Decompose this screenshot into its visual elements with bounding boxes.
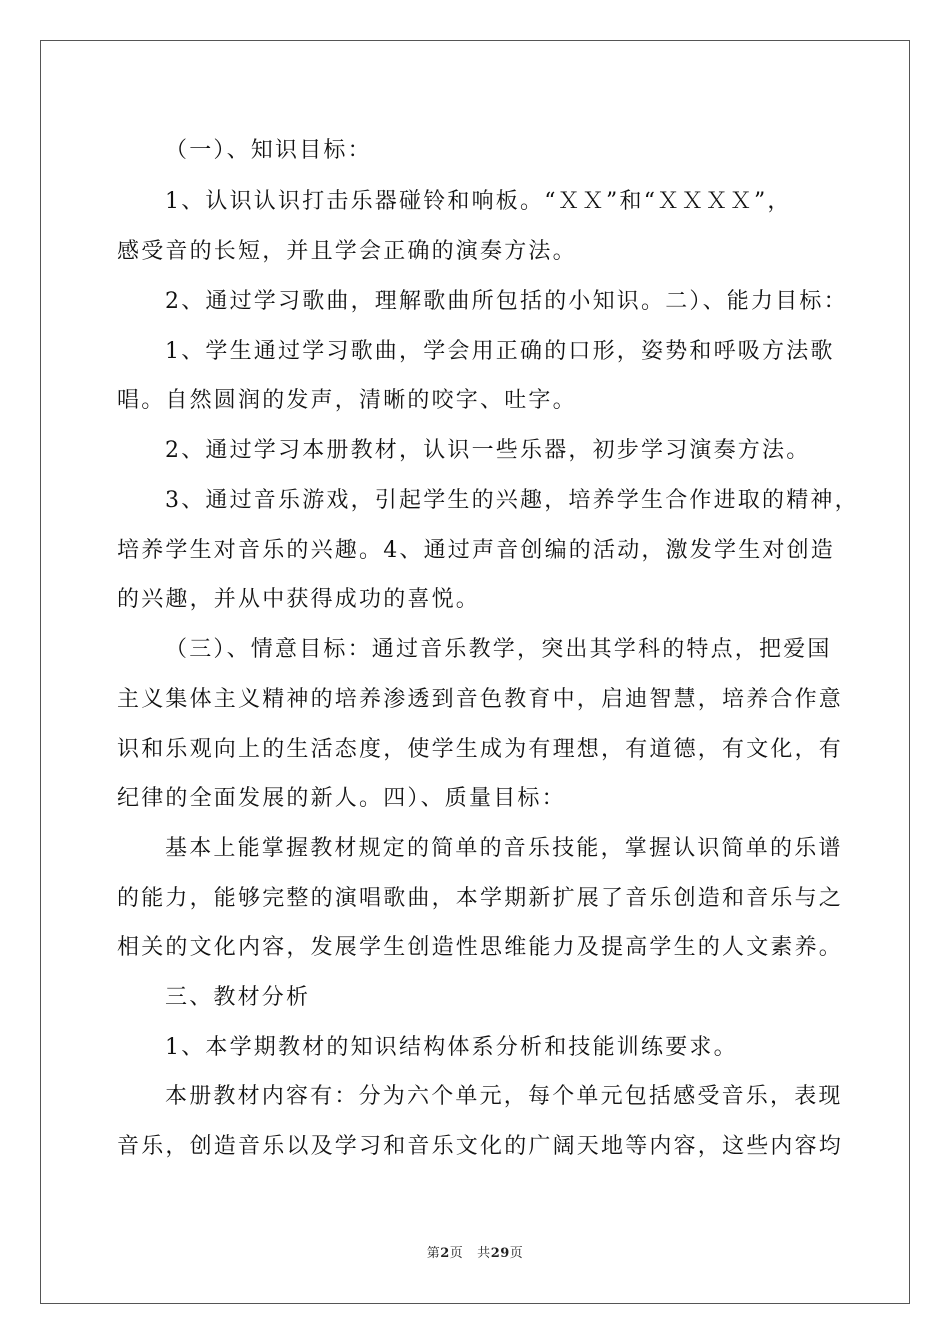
paragraph-line: 的能力，能够完整的演唱歌曲，本学期新扩展了音乐创造和音乐与之 [117, 886, 844, 911]
paragraph-line: 感受音的长短，并且学会正确的演奏方法。 [117, 239, 577, 264]
total-label-suffix: 页 [509, 1246, 524, 1261]
paragraph-line: 1、学生通过学习歌曲，学会用正确的口形，姿势和呼吸方法歌 [165, 339, 835, 364]
paragraph-line: 培养学生对音乐的兴趣。4、通过声音创编的活动，激发学生对创造 [117, 538, 835, 563]
paragraph-line: 音乐，创造音乐以及学习和音乐文化的广阔天地等内容，这些内容均 [117, 1134, 844, 1159]
paragraph-line: 唱。自然圆润的发声，清晰的咬字、吐字。 [117, 388, 577, 413]
paragraph-line: 的兴趣，并从中获得成功的喜悦。 [117, 587, 481, 612]
paragraph-line: 1、本学期教材的知识结构体系分析和技能训练要求。 [165, 1035, 738, 1060]
paragraph-line: 主义集体主义精神的培养渗透到音色教育中，启迪智慧，培养合作意 [117, 687, 844, 712]
section-heading-knowledge: （一）、知识目标： [165, 138, 372, 163]
total-page-count: 29 [490, 1246, 510, 1261]
paragraph-line: 2、通过学习本册教材，认识一些乐器，初步学习演奏方法。 [165, 438, 811, 463]
paragraph-line: 识和乐观向上的生活态度，使学生成为有理想，有道德，有文化，有 [117, 737, 844, 762]
paragraph-line: 基本上能掌握教材规定的简单的音乐技能，掌握认识简单的乐谱 [165, 836, 843, 861]
paragraph-line: 2、通过学习歌曲，理解歌曲所包括的小知识。二）、能力目标： [165, 289, 848, 314]
paragraph-line: 相关的文化内容，发展学生创造性思维能力及提高学生的人文素养。 [117, 935, 844, 960]
total-label-prefix: 共 [477, 1246, 491, 1261]
paragraph-line: （三）、情意目标：通过音乐教学，突出其学科的特点，把爱国 [165, 637, 832, 662]
paragraph-line: 本册教材内容有：分为六个单元，每个单元包括感受音乐，表现 [165, 1084, 843, 1109]
section-heading-materials: 三、教材分析 [165, 985, 311, 1010]
page-label-prefix: 第 [426, 1246, 441, 1261]
page-label-suffix: 页 [449, 1246, 464, 1261]
page-border [40, 40, 910, 1304]
current-page-number: 2 [440, 1246, 450, 1261]
paragraph-line: 纪律的全面发展的新人。四）、质量目标： [117, 786, 566, 811]
paragraph-line: 1、认识认识打击乐器碰铃和响板。“ＸＸ”和“ＸＸＸＸ”， [165, 189, 792, 214]
page-footer [0, 1245, 950, 1263]
paragraph-line: 3、通过音乐游戏，引起学生的兴趣，培养学生合作进取的精神， [165, 488, 859, 513]
